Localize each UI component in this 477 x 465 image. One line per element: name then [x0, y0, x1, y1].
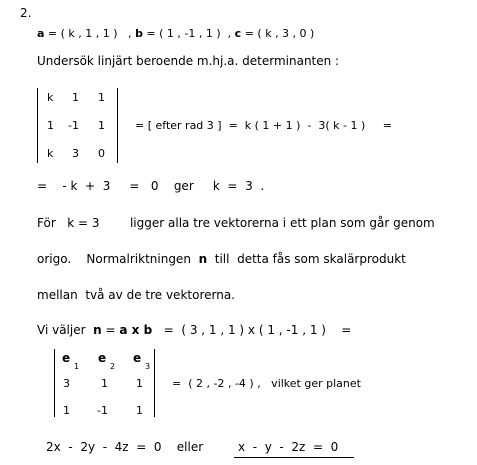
paragraph-line-1: För k = 3 ligger alla tre vektorerna i ett plan som går genom — [37, 216, 435, 230]
det2-cell: 1 — [63, 404, 70, 417]
normal-vector-n: n — [198, 252, 208, 266]
det2-cell: 1 — [136, 377, 143, 390]
choice-prefix: Vi väljer — [37, 323, 94, 337]
det2-sub: 1 — [74, 362, 80, 371]
paragraph-line-2-end: till detta fås som skalärprodukt — [207, 252, 406, 266]
det1-cell: k — [47, 91, 54, 104]
det1-result: = [ efter rad 3 ] = k ( 1 + 1 ) - 3( k - 1 ) = — [135, 119, 392, 132]
vector-b-name: b — [135, 27, 143, 40]
vector-a-value: = ( k , 1 , 1 ) , — [44, 27, 132, 40]
det2-cell: -1 — [97, 404, 108, 417]
final-equation-left: 2x - 2y - 4z = 0 eller — [46, 440, 204, 454]
det2-header: e — [133, 351, 142, 365]
vectors-line — [37, 28, 314, 39]
det2-sub: 2 — [110, 362, 116, 371]
det2-right-bar — [154, 349, 155, 417]
intro-text: Undersök linjärt beroende m.hj.a. determinanten : — [37, 54, 340, 68]
det1-cell: 1 — [72, 91, 79, 104]
problem-number: 2. — [20, 6, 32, 20]
paragraph-line-2 — [37, 253, 406, 265]
det1-left-bar — [37, 88, 38, 163]
solution-line: = - k + 3 = 0 ger k = 3 . — [37, 179, 265, 193]
choice-axb: a x b — [119, 323, 153, 337]
choice-eq: = — [101, 323, 120, 337]
det2-cell: 1 — [101, 377, 108, 390]
det1-cell: 0 — [98, 147, 105, 160]
det2-left-bar — [54, 349, 55, 417]
det1-cell: 1 — [98, 91, 105, 104]
det1-cell: 1 — [98, 119, 105, 132]
paragraph-line-2-start: origo. Normalriktningen — [37, 252, 199, 266]
det2-sub: 3 — [145, 362, 151, 371]
vector-a-name: a — [37, 27, 45, 40]
det1-right-bar — [117, 88, 118, 163]
choice-n: n — [93, 323, 102, 337]
paragraph-line-3: mellan två av de tre vektorerna. — [37, 288, 235, 302]
vector-c-name: c — [234, 27, 242, 40]
answer-underline — [234, 457, 354, 458]
det1-cell: 3 — [72, 147, 79, 160]
vector-b-value: = ( 1 , -1 , 1 ) , — [142, 27, 232, 40]
det1-cell: 1 — [47, 119, 54, 132]
det2-cell: 3 — [63, 377, 70, 390]
det1-cell: k — [47, 147, 54, 160]
det1-cell: -1 — [68, 119, 79, 132]
vector-c-value: = ( k , 3 , 0 ) — [241, 27, 315, 40]
choice-rest: = ( 3 , 1 , 1 ) x ( 1 , -1 , 1 ) = — [152, 323, 352, 337]
det2-result: = ( 2 , -2 , -4 ) , vilket ger planet — [172, 377, 361, 390]
choice-line — [37, 324, 351, 336]
det2-header: e — [62, 351, 71, 365]
det2-header: e — [98, 351, 107, 365]
det2-cell: 1 — [136, 404, 143, 417]
final-equation-answer: x - y - 2z = 0 — [238, 440, 339, 454]
